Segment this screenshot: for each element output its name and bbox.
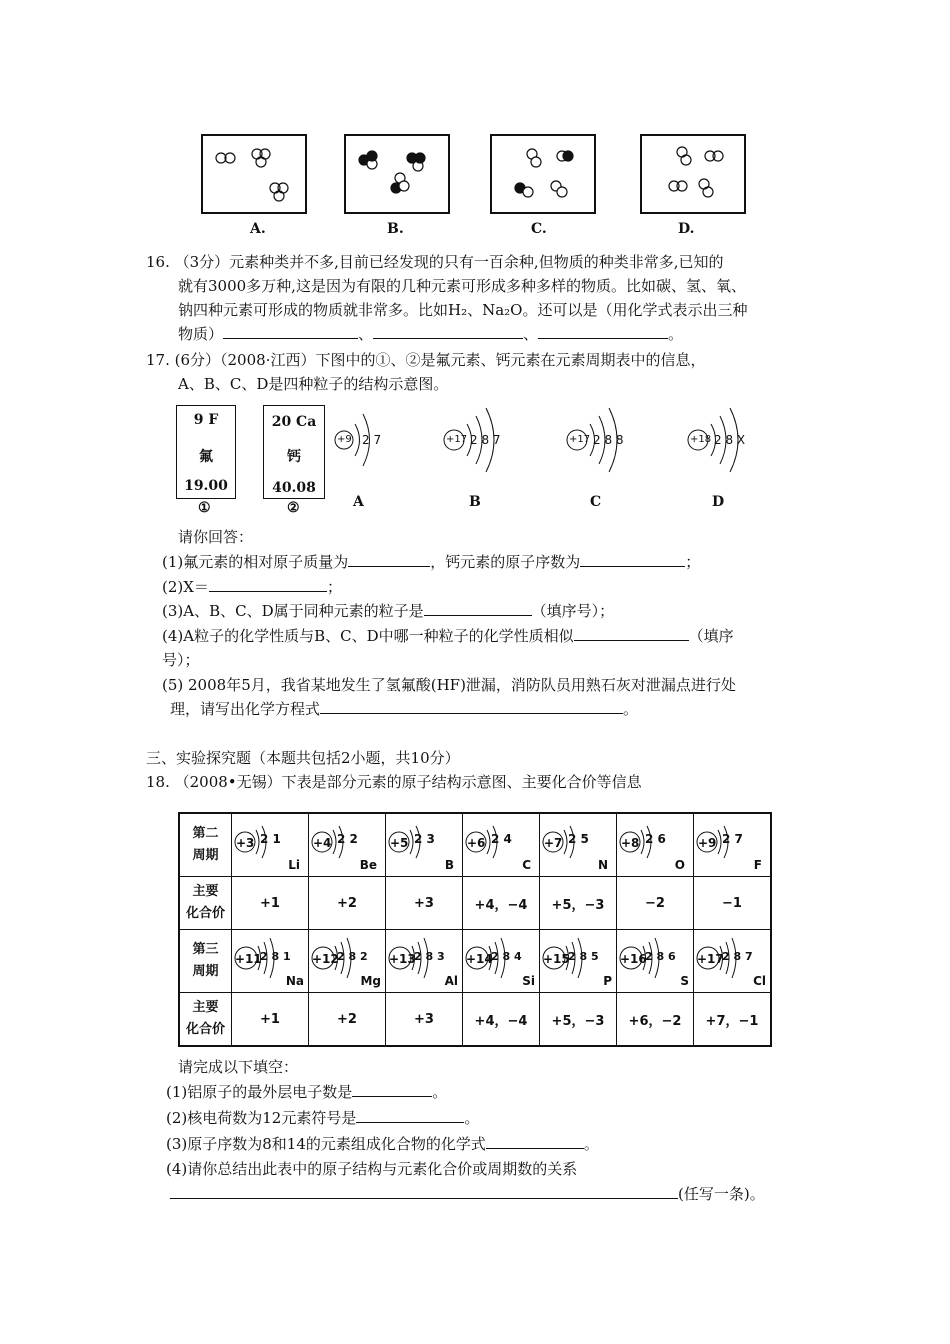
atom-o-shells: 2 6 — [645, 832, 666, 846]
row-head-valence-3-l1: 主要 — [192, 1000, 219, 1015]
card-fluorine-name: 氟 — [199, 449, 213, 465]
period2-structure-row — [179, 813, 771, 877]
valence-b: +3 — [386, 877, 463, 930]
q16-line2: 就有3000多万种,这是因为有限的几种元素可形成多种多样的物质。比如碳、氢、氧、 — [178, 277, 746, 295]
atom-mg-symbol: Mg — [360, 974, 381, 988]
q16-line4 — [178, 323, 683, 345]
valence-c: +4，−4 — [463, 877, 540, 930]
atom-cell-cl — [694, 930, 772, 993]
option-b-diagram — [344, 134, 450, 214]
q17-sub1-blank-1[interactable] — [348, 552, 430, 567]
atom-cell-o — [617, 813, 694, 877]
atom-cell-c — [463, 813, 540, 877]
q17-sub4-blank[interactable] — [574, 626, 689, 641]
particle-a-shells: 2 7 — [362, 433, 382, 447]
q17-sub1 — [162, 551, 700, 573]
particle-a-label: A — [353, 494, 364, 510]
period3-valence-row — [179, 993, 771, 1047]
q17-sub5-blank[interactable] — [320, 699, 623, 714]
row-head-valence-3 — [179, 993, 232, 1047]
particle-d-shells: 2 8 X — [714, 433, 746, 447]
q16-line4-start: 物质） — [178, 325, 224, 343]
atom-mg-nucleus: +12 — [312, 952, 339, 966]
molecule-diagram-d — [642, 136, 744, 212]
atom-f-symbol: F — [753, 858, 762, 872]
q18-line1: 18. （2008•无锡）下表是部分元素的原子结构示意图、主要化合价等信息 — [146, 773, 642, 791]
q17-sub3-text-b: （填序号）； — [531, 602, 615, 620]
row-head-valence-3-l2: 化合价 — [185, 1022, 225, 1037]
q18-sub2 — [166, 1107, 479, 1129]
q17-sub5: (5) 2008年5月，我省某地发生了氢氟酸(HF)泄漏，消防队员用熟石灰对泄漏点进行处 — [162, 676, 736, 694]
valence-be: +2 — [309, 877, 386, 930]
atom-o-nucleus: +8 — [621, 836, 640, 850]
molecule-diagram-c — [492, 136, 594, 212]
atom-cell-s — [617, 930, 694, 993]
valence-si: +4，−4 — [463, 993, 540, 1047]
row-head-period2-l1: 第二 — [192, 826, 219, 841]
row-head-period2 — [179, 813, 232, 877]
q17-sub3-blank[interactable] — [424, 601, 532, 616]
particle-a-nucleus: +9 — [337, 434, 352, 445]
q17-sub1-blank-2[interactable] — [580, 552, 685, 567]
atom-cell-be — [309, 813, 386, 877]
option-a-label: A. — [250, 221, 266, 237]
atom-b-symbol: B — [444, 858, 454, 872]
atom-li-symbol: Li — [288, 858, 300, 872]
atom-na-symbol: Na — [285, 974, 304, 988]
row-head-valence-2 — [179, 877, 232, 930]
q17-line1: 17. (6分）（2008·江西）下图中的①、②是氟元素、钙元素在元素周期表中的信息， — [146, 351, 706, 369]
q17-sub3-text-a: (3)A、B、C、D属于同种元素的粒子是 — [162, 602, 424, 620]
atom-cell-si — [463, 930, 540, 993]
card-fluorine-label: ① — [198, 500, 211, 516]
q18-sub2-text-b: 。 — [464, 1109, 480, 1127]
q17-line2: A、B、C、D是四种粒子的结构示意图。 — [178, 375, 449, 393]
q18-sub1 — [166, 1081, 447, 1103]
particle-b-nucleus: +17 — [446, 434, 468, 445]
valence-f: −1 — [694, 877, 772, 930]
atom-cl-symbol: Cl — [753, 974, 766, 988]
q16-answer-blank-3[interactable] — [538, 324, 668, 339]
valence-s: +6，−2 — [617, 993, 694, 1047]
particle-d-nucleus: +18 — [690, 434, 712, 445]
q18-sub1-text-a: (1)铝原子的最外层电子数是 — [166, 1083, 353, 1101]
card-calcium-number: 20 Ca — [271, 414, 317, 430]
card-calcium-mass: 40.08 — [272, 480, 316, 496]
particle-b-shells: 2 8 7 — [470, 433, 501, 447]
particle-b-diagram — [440, 400, 540, 480]
q18-sub1-blank[interactable] — [352, 1082, 432, 1097]
valence-mg: +2 — [309, 993, 386, 1047]
q16-separator-2: 、 — [523, 325, 539, 343]
molecule-diagram-a — [203, 136, 305, 212]
periodic-info-table — [178, 812, 772, 1047]
q18-sub3-text-b: 。 — [583, 1135, 599, 1153]
q18-sub3-blank[interactable] — [486, 1134, 584, 1149]
particle-c-shells: 2 8 8 — [593, 433, 624, 447]
q17-sub1-text-c: ； — [685, 553, 701, 571]
particle-c-diagram — [563, 400, 663, 480]
atom-cell-na — [232, 930, 309, 993]
q16-separator-1: 、 — [358, 325, 374, 343]
q17-sub5-text-b: 理，请写出化学方程式 — [170, 700, 321, 718]
particle-c-label: C — [590, 494, 602, 510]
atom-b-nucleus: +5 — [390, 836, 409, 850]
atom-be-symbol: Be — [359, 858, 377, 872]
option-a-diagram — [201, 134, 307, 214]
atom-na-nucleus: +11 — [235, 952, 262, 966]
row-head-period3 — [179, 930, 232, 993]
q17-sub4-text-b: （填序 — [688, 627, 734, 645]
atom-si-symbol: Si — [522, 974, 535, 988]
particle-c-nucleus: +17 — [569, 434, 591, 445]
particle-b-label: B — [469, 494, 481, 510]
q18-sub2-blank[interactable] — [356, 1108, 464, 1123]
atom-cl-nucleus: +17 — [697, 952, 724, 966]
q17-sub4-cont: 号）； — [162, 651, 200, 669]
period3-structure-row — [179, 930, 771, 993]
atom-al-symbol: Al — [444, 974, 458, 988]
atom-p-symbol: P — [603, 974, 612, 988]
option-d-diagram — [640, 134, 746, 214]
atom-c-shells: 2 4 — [491, 832, 512, 846]
atom-o-symbol: O — [674, 858, 685, 872]
section-3-heading: 三、实验探究题（本题共包括2小题，共10分） — [146, 749, 460, 767]
q16-line3: 钠四种元素可形成的物质就非常多。比如H₂、Na₂O。还可以是（用化学式表示出三种 — [178, 301, 748, 319]
atom-f-nucleus: +9 — [698, 836, 717, 850]
option-c-diagram — [490, 134, 596, 214]
molecule-diagram-b — [346, 136, 448, 212]
atom-s-shells: 2 8 6 — [645, 950, 676, 963]
atom-cell-f — [694, 813, 772, 877]
q17-sub4-text-a: (4)A粒子的化学性质与B、C、D中哪一种粒子的化学性质相似 — [162, 627, 574, 645]
q18-sub3 — [166, 1133, 599, 1155]
atom-al-shells: 2 8 3 — [414, 950, 445, 963]
option-d-label: D. — [678, 221, 695, 237]
atom-n-shells: 2 5 — [568, 832, 589, 846]
q18-sub3-text-a: (3)原子序数为8和14的元素组成化合物的化学式 — [166, 1135, 486, 1153]
q16-end: 。 — [668, 325, 684, 343]
atom-cl-shells: 2 8 7 — [722, 950, 753, 963]
q18-sub4-blank[interactable] — [170, 1184, 678, 1199]
q16-line1: 16. （3分）元素种类并不多,目前已经发现的只有一百余种,但物质的种类非常多,已知的 — [146, 253, 724, 271]
atom-p-shells: 2 8 5 — [568, 950, 599, 963]
q18-sub4: (4)请你总结出此表中的原子结构与元素化合价或周期数的关系 — [166, 1160, 578, 1178]
atom-c-symbol: C — [522, 858, 531, 872]
valence-n: +5，−3 — [540, 877, 617, 930]
row-head-period2-l2: 周期 — [192, 848, 219, 863]
atom-s-nucleus: +16 — [620, 952, 647, 966]
card-fluorine-mass: 19.00 — [184, 478, 228, 494]
atom-al-nucleus: +13 — [389, 952, 416, 966]
q17-sub2 — [162, 576, 342, 598]
q17-sub1-text-a: (1)氟元素的相对原子质量为 — [162, 553, 349, 571]
row-head-valence-2-l1: 主要 — [192, 884, 219, 899]
atom-si-nucleus: +14 — [466, 952, 493, 966]
card-calcium-label: ② — [287, 500, 300, 516]
atom-na-shells: 2 8 1 — [260, 950, 291, 963]
atom-be-shells: 2 2 — [337, 832, 358, 846]
atom-mg-shells: 2 8 2 — [337, 950, 368, 963]
valence-o: −2 — [617, 877, 694, 930]
atom-n-nucleus: +7 — [544, 836, 563, 850]
q17-sub5-text-c: 。 — [623, 700, 639, 718]
atom-cell-p — [540, 930, 617, 993]
card-fluorine-number: 9 F — [193, 412, 219, 428]
q17-sub2-text-b: ； — [326, 578, 342, 596]
q18-sub4-cont — [170, 1183, 765, 1205]
q16-answer-blank-2[interactable] — [373, 324, 523, 339]
q16-answer-blank-1[interactable] — [223, 324, 358, 339]
atom-cell-b — [386, 813, 463, 877]
q17-sub3 — [162, 600, 614, 622]
particle-d-label: D — [712, 494, 725, 510]
atom-si-shells: 2 8 4 — [491, 950, 522, 963]
atom-f-shells: 2 7 — [722, 832, 743, 846]
row-head-period3-l2: 周期 — [192, 964, 219, 979]
row-head-period3-l1: 第三 — [192, 942, 219, 957]
atom-s-symbol: S — [680, 974, 689, 988]
q17-sub5-cont — [170, 698, 638, 720]
atom-c-nucleus: +6 — [467, 836, 486, 850]
row-head-valence-2-l2: 化合价 — [185, 906, 225, 921]
q18-sub1-text-b: 。 — [432, 1083, 448, 1101]
valence-p: +5，−3 — [540, 993, 617, 1047]
atom-p-nucleus: +15 — [543, 952, 570, 966]
atom-cell-n — [540, 813, 617, 877]
atom-li-shells: 2 1 — [260, 832, 281, 846]
atom-cell-li — [232, 813, 309, 877]
atom-li-nucleus: +3 — [236, 836, 255, 850]
option-c-label: C. — [531, 221, 547, 237]
q17-sub2-text-a: (2)X＝ — [162, 578, 209, 596]
valence-cl: +7，−1 — [694, 993, 772, 1047]
q18-sub2-text-a: (2)核电荷数为12元素符号是 — [166, 1109, 357, 1127]
option-b-label: B. — [387, 221, 404, 237]
atom-b-shells: 2 3 — [414, 832, 435, 846]
card-calcium-name: 钙 — [287, 449, 301, 465]
q17-prompt: 请你回答： — [178, 528, 254, 546]
atom-n-symbol: N — [597, 858, 608, 872]
q17-sub4 — [162, 625, 734, 647]
valence-na: +1 — [232, 993, 309, 1047]
q17-sub2-blank[interactable] — [209, 577, 327, 592]
atom-cell-al — [386, 930, 463, 993]
q18-sub4-end: (任写一条)。 — [678, 1185, 765, 1203]
atom-be-nucleus: +4 — [313, 836, 332, 850]
element-card-fluorine — [176, 405, 236, 499]
element-card-calcium — [263, 405, 325, 499]
particle-d-diagram — [684, 400, 784, 480]
valence-li: +1 — [232, 877, 309, 930]
particle-a-diagram — [330, 400, 420, 480]
valence-al: +3 — [386, 993, 463, 1047]
q18-prompt: 请完成以下填空： — [178, 1058, 299, 1076]
period2-valence-row — [179, 877, 771, 930]
atom-cell-mg — [309, 930, 386, 993]
q17-sub1-text-b: ，钙元素的原子序数为 — [430, 553, 581, 571]
